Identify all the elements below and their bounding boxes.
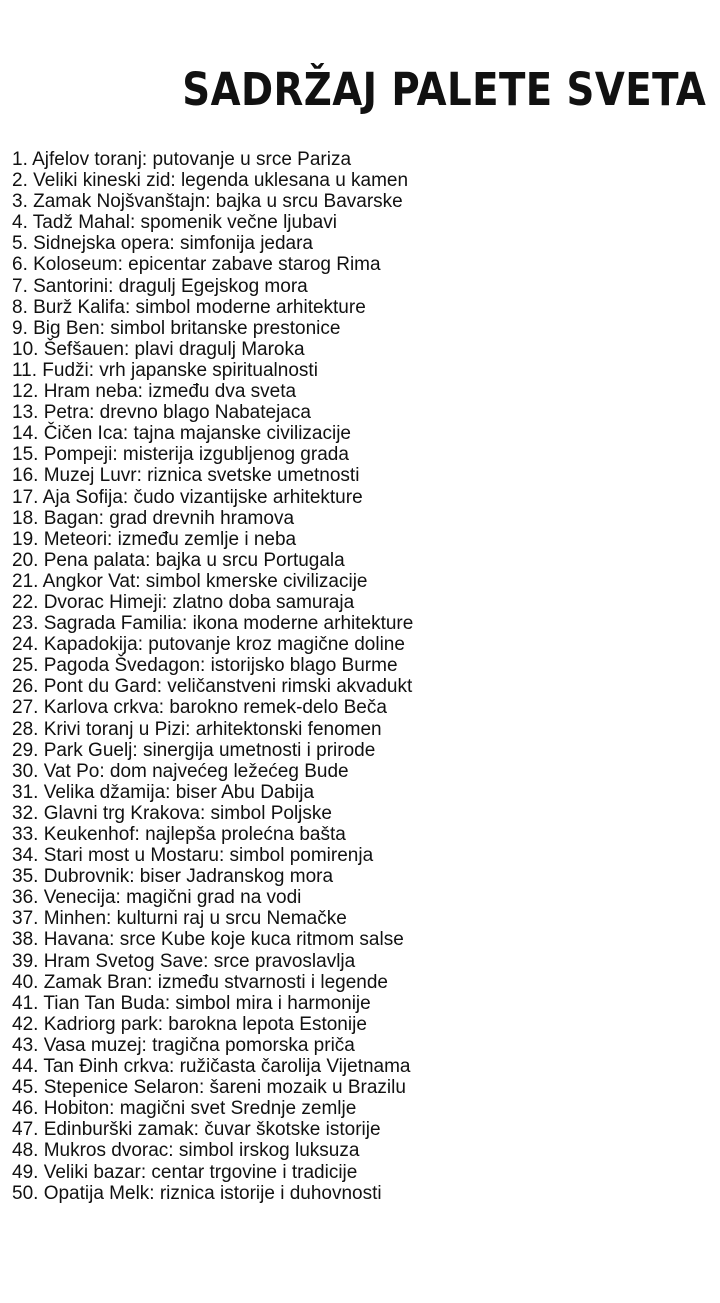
list-item: 24. Kapadokija: putovanje kroz magične doline xyxy=(12,634,405,656)
list-item: 20. Pena palata: bajka u srcu Portugala xyxy=(12,549,345,571)
list-item: 39. Hram Svetog Save: srce pravoslavlja xyxy=(12,950,356,972)
list-item: 28. Krivi toranj u Pizi: arhitektonski fenomen xyxy=(12,718,382,740)
list-item: 14. Čičen Ica: tajna majanske civilizacije xyxy=(12,423,351,445)
list-item: 6. Koloseum: epicentar zabave starog Rima xyxy=(12,254,381,276)
list-item: 42. Kadriorg park: barokna lepota Estonije xyxy=(12,1013,367,1035)
page-title: SADRŽAJ PALETE SVETA xyxy=(181,63,706,116)
list-item: 33. Keukenhof: najlepša prolećna bašta xyxy=(12,824,346,845)
list-item: 15. Pompeji: misterija izgubljenog grada xyxy=(12,444,349,466)
list-item: 18. Bagan: grad drevnih hramova xyxy=(12,507,295,529)
list-item: 10. Šefšauen: plavi dragulj Maroka xyxy=(12,338,305,360)
list-item: 37. Minhen: kulturni raj u srcu Nemačke xyxy=(12,908,347,930)
list-item: 22. Dvorac Himeji: zlatno doba samuraja xyxy=(12,591,355,613)
list-item: 1. Ajfelov toranj: putovanje u srce Pariza xyxy=(12,149,352,170)
list-item: 45. Stepenice Selaron: šareni mozaik u Brazilu xyxy=(12,1077,406,1099)
list-item: 27. Karlova crkva: barokno remek-delo Beča xyxy=(12,697,387,719)
list-item: 32. Glavni trg Krakova: simbol Poljske xyxy=(12,802,332,824)
list-item: 29. Park Guelj: sinergija umetnosti i prirode xyxy=(12,739,376,761)
list-item: 17. Aja Sofija: čudo vizantijske arhitekture xyxy=(12,486,363,508)
list-item: 2. Veliki kineski zid: legenda uklesana u kamen xyxy=(12,170,409,192)
list-item: 13. Petra: drevno blago Nabatejaca xyxy=(12,402,311,424)
list-item: 30. Vat Po: dom najvećeg ležećeg Bude xyxy=(12,760,349,782)
list-item: 44. Tan Đinh crkva: ružičasta čarolija Vijetnama xyxy=(12,1056,411,1078)
list-item: 5. Sidnejska opera: simfonija jedara xyxy=(12,233,314,255)
list-item: 35. Dubrovnik: biser Jadranskog mora xyxy=(12,866,334,888)
list-item: 11. Fudži: vrh japanske spiritualnosti xyxy=(12,359,318,381)
list-item: 48. Mukros dvorac: simbol irskog luksuza xyxy=(12,1140,360,1162)
list-item: 46. Hobiton: magični svet Srednje zemlje xyxy=(12,1098,357,1120)
list-item: 43. Vasa muzej: tragična pomorska priča xyxy=(12,1034,355,1056)
list-item: 7. Santorini: dragulj Egejskog mora xyxy=(12,275,308,297)
table-of-contents xyxy=(12,149,413,1204)
list-item: 31. Velika džamija: biser Abu Dabija xyxy=(12,781,315,803)
list-item: 26. Pont du Gard: veličanstveni rimski akvadukt xyxy=(12,676,413,698)
list-item: 21. Angkor Vat: simbol kmerske civilizacije xyxy=(12,570,368,592)
list-item: 49. Veliki bazar: centar trgovine i tradicije xyxy=(12,1161,358,1183)
list-item: 25. Pagoda Švedagon: istorijsko blago Burme xyxy=(12,655,398,677)
list-item: 9. Big Ben: simbol britanske prestonice xyxy=(12,317,341,339)
list-item: 16. Muzej Luvr: riznica svetske umetnosti xyxy=(12,465,360,487)
list-item: 36. Venecija: magični grad na vodi xyxy=(12,887,302,909)
list-item: 47. Edinburški zamak: čuvar škotske istorije xyxy=(12,1119,381,1141)
list-item: 50. Opatija Melk: riznica istorije i duhovnosti xyxy=(12,1182,382,1204)
list-item: 8. Burž Kalifa: simbol moderne arhitekture xyxy=(12,296,366,318)
list-item: 40. Zamak Bran: između stvarnosti i legende xyxy=(12,971,388,993)
list-item: 34. Stari most u Mostaru: simbol pomirenja xyxy=(12,845,374,867)
list-item: 3. Zamak Nojšvanštajn: bajka u srcu Bavarske xyxy=(12,191,403,213)
list-item: 12. Hram neba: između dva sveta xyxy=(12,381,297,403)
list-item: 19. Meteori: između zemlje i neba xyxy=(12,528,297,550)
list-item: 38. Havana: srce Kube koje kuca ritmom salse xyxy=(12,929,404,951)
list-item: 23. Sagrada Familia: ikona moderne arhitekture xyxy=(12,613,414,635)
list-item: 4. Tadž Mahal: spomenik večne ljubavi xyxy=(12,212,337,234)
list-item: 41. Tian Tan Buda: simbol mira i harmonije xyxy=(12,992,371,1014)
